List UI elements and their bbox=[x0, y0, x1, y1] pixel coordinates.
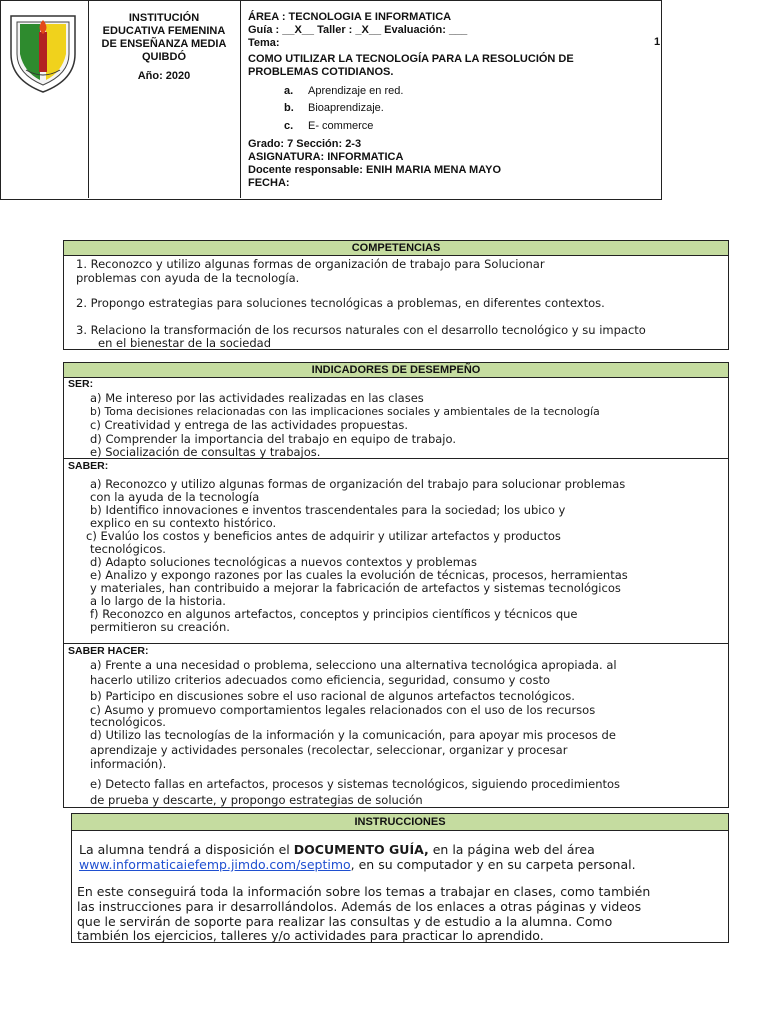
saber-hacer-item: d) Utilizo las tecnologías de la información y la comunicación, para apoyar mis procesos de bbox=[90, 728, 616, 742]
school-cell bbox=[88, 0, 241, 198]
saber-hacer-item: c) Asumo y promuevo comportamientos legales relacionados con el uso de los recursos bbox=[90, 703, 596, 717]
ser-item: c) Creatividad y entrega de las actividades propuestas. bbox=[90, 418, 409, 432]
school-name-line: QUIBDÓ bbox=[142, 51, 186, 63]
saber-hacer-item: b) Participo en discusiones sobre el uso racional de algunos artefactos tecnológicos. bbox=[90, 689, 575, 703]
saber-item: permitieron su creación. bbox=[90, 620, 230, 634]
guide-line: Guía : __X__ Taller : _X__ Evaluación: ___ bbox=[248, 24, 468, 36]
school-crest-logo bbox=[6, 10, 80, 94]
saber-item: e) Analizo y expongo razones por las cuales la evolución de técnicas, procesos, herramientas bbox=[90, 568, 628, 582]
instrucciones-box bbox=[71, 813, 729, 943]
area-line: ÁREA : TECNOLOGIA E INFORMATICA bbox=[248, 11, 452, 23]
competencias-title: COMPETENCIAS bbox=[64, 241, 728, 256]
topic-item: c. E- commerce bbox=[284, 120, 374, 132]
saber-hacer-item: aprendizaje y actividades personales (recolectar, seleccionar, organizar y procesar bbox=[90, 743, 568, 757]
topic-item: a. Aprendizaje en red. bbox=[284, 85, 404, 97]
saber-hacer-label: SABER HACER: bbox=[68, 645, 149, 657]
saber-hacer-item: información). bbox=[90, 757, 167, 771]
ser-item: a) Me intereso por las actividades realizadas en las clases bbox=[90, 391, 424, 405]
indicadores-title: INDICADORES DE DESEMPEÑO bbox=[64, 363, 728, 378]
ser-item: b) Toma decisiones relacionadas con las implicaciones sociales y ambientales de la tecnología bbox=[90, 405, 600, 418]
competencias-box bbox=[63, 240, 729, 350]
saber-label: SABER: bbox=[68, 460, 109, 472]
school-name-line: INSTITUCIÓN bbox=[128, 12, 200, 24]
ser-item: d) Comprender la importancia del trabajo en equipo de trabajo. bbox=[90, 432, 456, 446]
competencia-line: en el bienestar de la sociedad bbox=[98, 336, 272, 350]
saber-hacer-item: e) Detecto fallas en artefactos, procesos y sistemas tecnológicos, siguiendo procedimientos bbox=[90, 777, 621, 791]
saber-item: d) Adapto soluciones tecnológicas a nuevos contextos y problemas bbox=[90, 555, 477, 569]
competencia-line: 1. Reconozco y utilizo algunas formas de organización de trabajo para Solucionar bbox=[76, 257, 545, 271]
saber-item: a lo largo de la historia. bbox=[90, 594, 226, 608]
saber-item: a) Reconozco y utilizo algunas formas de organización del trabajo para solucionar problemas bbox=[90, 477, 626, 491]
saber-item: con la ayuda de la tecnología bbox=[90, 490, 260, 504]
site-link[interactable]: www.informaticaiefemp.jimdo.com/septimo bbox=[79, 857, 351, 872]
saber-item: b) Identifico innovaciones e inventos trascendentales para la sociedad; los ubico y bbox=[90, 503, 566, 517]
indicadores-box bbox=[63, 362, 729, 808]
instrucciones-paragraph-2: también los ejercicios, talleres y/o actividades para practicar lo aprendido. bbox=[77, 928, 544, 943]
instrucciones-title: INSTRUCCIONES bbox=[72, 814, 728, 831]
saber-hacer-item: tecnológicos. bbox=[90, 715, 166, 729]
topic-item: b. Bioaprendizaje. bbox=[284, 102, 384, 114]
divider bbox=[64, 458, 728, 459]
instrucciones-paragraph-2: las instrucciones para ir desarrollándolos. Además de los enlaces a otras páginas y videos bbox=[77, 899, 642, 914]
saber-hacer-item: de prueba y descarte, y propongo estrategias de solución bbox=[90, 793, 423, 807]
competencia-line: problemas con ayuda de la tecnología. bbox=[76, 271, 300, 285]
tema-title: COMO UTILIZAR LA TECNOLOGÍA PARA LA RESOLUCIÓN DE bbox=[248, 53, 574, 65]
school-name-line: DE ENSEÑANZA MEDIA bbox=[101, 38, 227, 50]
page-number: 1 bbox=[654, 36, 661, 48]
teacher-line: Docente responsable: ENIH MARIA MENA MAYO bbox=[248, 164, 502, 176]
school-name-line: EDUCATIVA FEMENINA bbox=[102, 25, 226, 37]
grade-line: Grado: 7 Sección: 2-3 bbox=[248, 138, 362, 150]
course-info-cell bbox=[240, 0, 660, 198]
ser-label: SER: bbox=[68, 378, 94, 390]
tema-title: PROBLEMAS COTIDIANOS. bbox=[248, 66, 394, 78]
saber-item: explico en su contexto histórico. bbox=[90, 516, 277, 530]
divider bbox=[64, 643, 728, 644]
header-table bbox=[0, 0, 662, 200]
date-line: FECHA: bbox=[248, 177, 290, 189]
school-year: Año: 2020 bbox=[137, 70, 191, 82]
instrucciones-paragraph-1: La alumna tendrá a disposición el DOCUMENTO GUÍA, en la página web del área bbox=[79, 842, 595, 857]
competencia-line: 2. Propongo estrategias para soluciones tecnológicas a problemas, en diferentes contextos. bbox=[76, 296, 605, 310]
instrucciones-paragraph-2: que le servirán de soporte para realizar las consultas y de estudio a la alumna. Como bbox=[77, 914, 613, 929]
competencia-line: 3. Relaciono la transformación de los recursos naturales con el desarrollo tecnológico y su impacto bbox=[76, 323, 646, 337]
saber-item: tecnológicos. bbox=[90, 542, 166, 556]
instrucciones-paragraph-1: www.informaticaiefemp.jimdo.com/septimo, en su computador y en su carpeta personal. bbox=[79, 857, 636, 872]
saber-item: y materiales, han contribuido a mejorar la fabricación de artefactos y sistemas tecnológicos bbox=[90, 581, 621, 595]
instrucciones-paragraph-2: En este conseguirá toda la información sobre los temas a trabajar en clases, como también bbox=[77, 884, 651, 899]
saber-hacer-item: a) Frente a una necesidad o problema, selecciono una alternativa tecnológica apropiada. al bbox=[90, 658, 617, 672]
subject-line: ASIGNATURA: INFORMATICA bbox=[248, 151, 404, 163]
ser-item: e) Socialización de consultas y trabajos. bbox=[90, 445, 321, 459]
saber-item: c) Evalúo los costos y beneficios antes de adquirir y utilizar artefactos y productos bbox=[86, 529, 561, 543]
logo-cell bbox=[0, 0, 89, 198]
saber-hacer-item: hacerlo utilizo criterios adecuados como eficiencia, seguridad, consumo y costo bbox=[90, 673, 550, 687]
saber-item: f) Reconozco en algunos artefactos, conceptos y principios científicos y técnicos que bbox=[90, 607, 578, 621]
tema-label: Tema: bbox=[248, 37, 280, 49]
